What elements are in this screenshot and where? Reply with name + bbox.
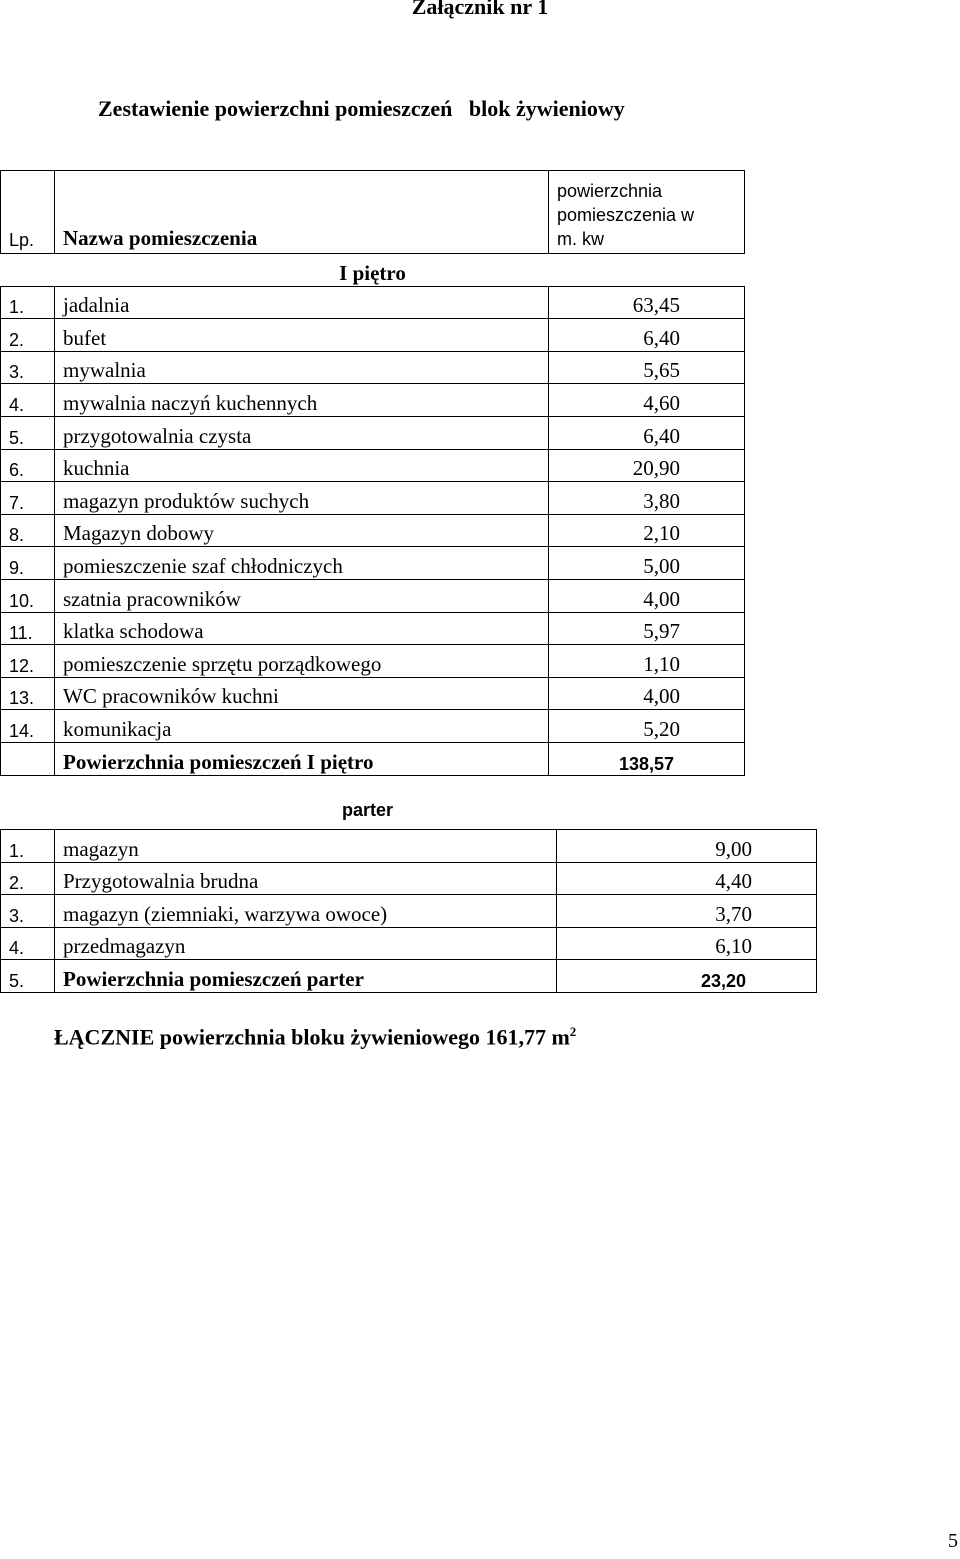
attachment-title: Załącznik nr 1 (411, 0, 549, 19)
header-area-line2: pomieszczenia w (557, 205, 695, 225)
table-header-row (1, 171, 745, 254)
row-area: 20,90 (549, 449, 745, 482)
row-lp: 4. (1, 927, 55, 960)
row-area: 5,20 (549, 710, 745, 743)
row-lp: 14. (1, 710, 55, 743)
table-row (1, 895, 817, 928)
row-room-name: jadalnia (55, 286, 549, 319)
header-room-name (55, 171, 549, 254)
table-row (1, 514, 745, 547)
parter-rows (1, 830, 817, 960)
row-area: 6,10 (557, 927, 817, 960)
row-room-name: WC pracowników kuchni (55, 677, 549, 710)
table-row (1, 710, 745, 743)
section-row-floor1 (1, 254, 745, 287)
row-area: 63,45 (549, 286, 745, 319)
floor1-total-row (1, 742, 745, 775)
row-area: 2,10 (549, 514, 745, 547)
row-area: 5,97 (549, 612, 745, 645)
row-lp: 9. (1, 547, 55, 580)
row-area: 5,65 (549, 351, 745, 384)
row-room-name: magazyn (55, 830, 557, 863)
row-room-name: magazyn (ziemniaki, warzywa owoce) (55, 895, 557, 928)
row-room-name: kuchnia (55, 449, 549, 482)
table-row (1, 677, 745, 710)
table-row (1, 645, 745, 678)
table-row (1, 612, 745, 645)
row-room-name: mywalnia naczyń kuchennych (55, 384, 549, 417)
row-area: 4,00 (549, 677, 745, 710)
row-lp: 11. (1, 612, 55, 645)
section-label-parter: parter (341, 800, 394, 820)
row-room-name: magazyn produktów suchych (55, 482, 549, 515)
row-area: 5,00 (549, 547, 745, 580)
row-lp: 12. (1, 645, 55, 678)
table-row (1, 449, 745, 482)
row-lp: 3. (1, 895, 55, 928)
row-room-name: Magazyn dobowy (55, 514, 549, 547)
row-room-name: przygotowalnia czysta (55, 416, 549, 449)
header-lp: Lp. (1, 171, 55, 254)
table-row (1, 547, 745, 580)
floor1-rows (1, 286, 745, 742)
row-room-name: bufet (55, 319, 549, 352)
row-room-name: klatka schodowa (55, 612, 549, 645)
table-row (1, 482, 745, 515)
parter-total-row (1, 960, 817, 993)
table-row (1, 319, 745, 352)
parter-total-lp: 5. (1, 960, 55, 993)
row-lp: 4. (1, 384, 55, 417)
header-area (549, 171, 745, 254)
row-room-name: szatnia pracowników (55, 579, 549, 612)
row-area: 9,00 (557, 830, 817, 863)
row-room-name: pomieszczenie szaf chłodniczych (55, 547, 549, 580)
row-lp: 2. (1, 862, 55, 895)
row-lp: 8. (1, 514, 55, 547)
parter-area-table (0, 829, 817, 993)
row-lp: 13. (1, 677, 55, 710)
table-row (1, 286, 745, 319)
row-lp: 1. (1, 286, 55, 319)
row-area: 3,70 (557, 895, 817, 928)
row-area: 1,10 (549, 645, 745, 678)
row-area: 4,60 (549, 384, 745, 417)
row-area: 3,80 (549, 482, 745, 515)
table-row (1, 927, 817, 960)
table-row (1, 416, 745, 449)
parter-total-label: Powierzchnia pomieszczeń parter (55, 960, 557, 993)
table-row (1, 384, 745, 417)
floor1-total-value: 138,57 (549, 742, 745, 775)
table-row (1, 351, 745, 384)
section-label-floor1: I piętro (339, 260, 406, 285)
row-lp: 7. (1, 482, 55, 515)
row-lp: 1. (1, 830, 55, 863)
table-row (1, 579, 745, 612)
row-lp: 6. (1, 449, 55, 482)
row-area: 6,40 (549, 416, 745, 449)
row-room-name: przedmagazyn (55, 927, 557, 960)
grand-total-text: ŁĄCZNIE powierzchnia bloku żywieniowego 161,77 m (54, 1024, 570, 1050)
page-number: 5 (948, 1530, 958, 1552)
floor1-area-table (0, 170, 745, 776)
grand-total-unit-superscript: 2 (569, 1024, 577, 1039)
row-area: 4,40 (557, 862, 817, 895)
row-lp: 3. (1, 351, 55, 384)
table-row (1, 862, 817, 895)
floor1-total-lp (1, 742, 55, 775)
row-lp: 10. (1, 579, 55, 612)
row-room-name: pomieszczenie sprzętu porządkowego (55, 645, 549, 678)
row-room-name: mywalnia (55, 351, 549, 384)
grand-total (54, 1024, 576, 1050)
row-room-name: Przygotowalnia brudna (55, 862, 557, 895)
table-row (1, 830, 817, 863)
header-area-line1: powierzchnia (557, 181, 663, 201)
document-title: Zestawienie powierzchni pomieszczeń blok żywieniowy (98, 96, 625, 121)
floor1-total-label: Powierzchnia pomieszczeń I piętro (55, 742, 549, 775)
row-lp: 2. (1, 319, 55, 352)
header-room-name-text: Nazwa pomieszczenia (63, 226, 258, 250)
row-area: 4,00 (549, 579, 745, 612)
row-room-name: komunikacja (55, 710, 549, 743)
row-area: 6,40 (549, 319, 745, 352)
header-area-line3: m. kw (557, 229, 604, 249)
row-lp: 5. (1, 416, 55, 449)
parter-total-value: 23,20 (557, 960, 817, 993)
